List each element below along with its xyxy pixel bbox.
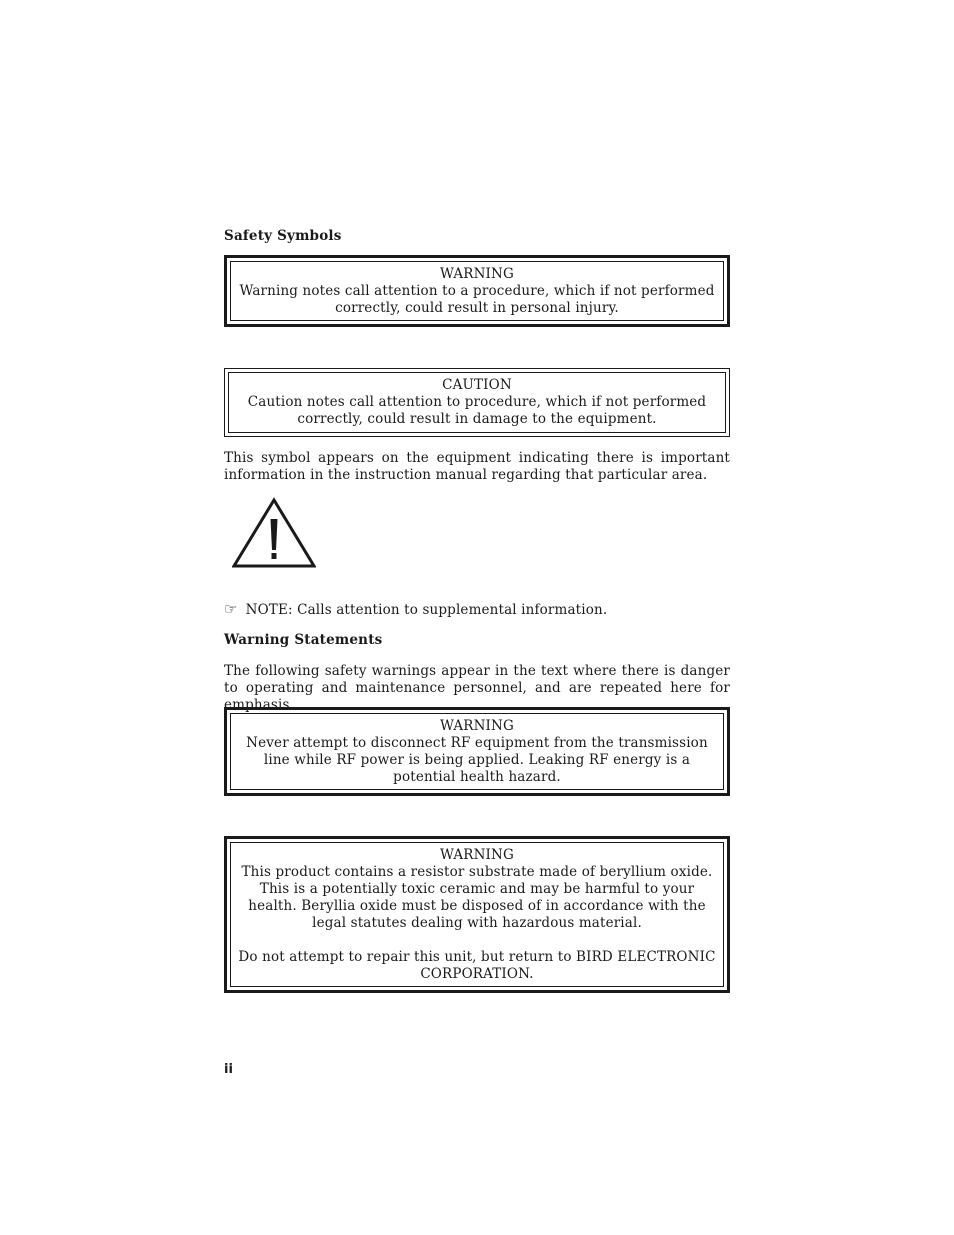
beryllium-warning-return-text: Do not attempt to repair this unit, but return to BIRD ELECTRONIC CORPORATION.	[238, 949, 716, 982]
warning-box-text: Warning notes call attention to a procedure, which if not performed correctly, could result in personal injury.	[239, 283, 715, 316]
beryllium-warning-title: WARNING	[440, 847, 514, 863]
section-title-warning-statements: Warning Statements	[224, 632, 383, 648]
symbol-paragraph: This symbol appears on the equipment indicating there is important information in the instruction manual regarding that particular area.	[224, 450, 730, 483]
warning-box-title: WARNING	[440, 266, 514, 282]
caution-box	[224, 368, 730, 437]
note-line	[224, 600, 607, 618]
note-text: NOTE: Calls attention to supplemental information.	[245, 602, 608, 618]
warning-box	[224, 255, 730, 327]
rf-warning-title: WARNING	[440, 718, 514, 734]
rf-warning-text: Never attempt to disconnect RF equipment from the transmission line while RF power is being applied. Leaking RF energy is a potential health hazard.	[246, 735, 708, 785]
warning-triangle-icon	[232, 497, 316, 569]
beryllium-warning-text: This product contains a resistor substrate made of beryllium oxide. This is a potentially toxic ceramic and may be harmful to your health. Beryllia oxide must be disposed of in accordance with the legal statutes dealing with hazardous material.	[241, 864, 713, 931]
warning-statements-paragraph: The following safety warnings appear in the text where there is danger to operating and maintenance personnel, and are repeated here for emphasis.	[224, 663, 730, 713]
beryllium-warning-box	[224, 836, 730, 993]
rf-warning-box	[224, 707, 730, 796]
pointing-hand-icon: ☞	[224, 600, 238, 618]
section-title-safety-symbols: Safety Symbols	[224, 228, 342, 244]
page-number: ii	[224, 1062, 233, 1077]
caution-box-title: CAUTION	[442, 377, 512, 393]
caution-box-text: Caution notes call attention to procedure, which if not performed correctly, could result in damage to the equipment.	[247, 394, 707, 427]
